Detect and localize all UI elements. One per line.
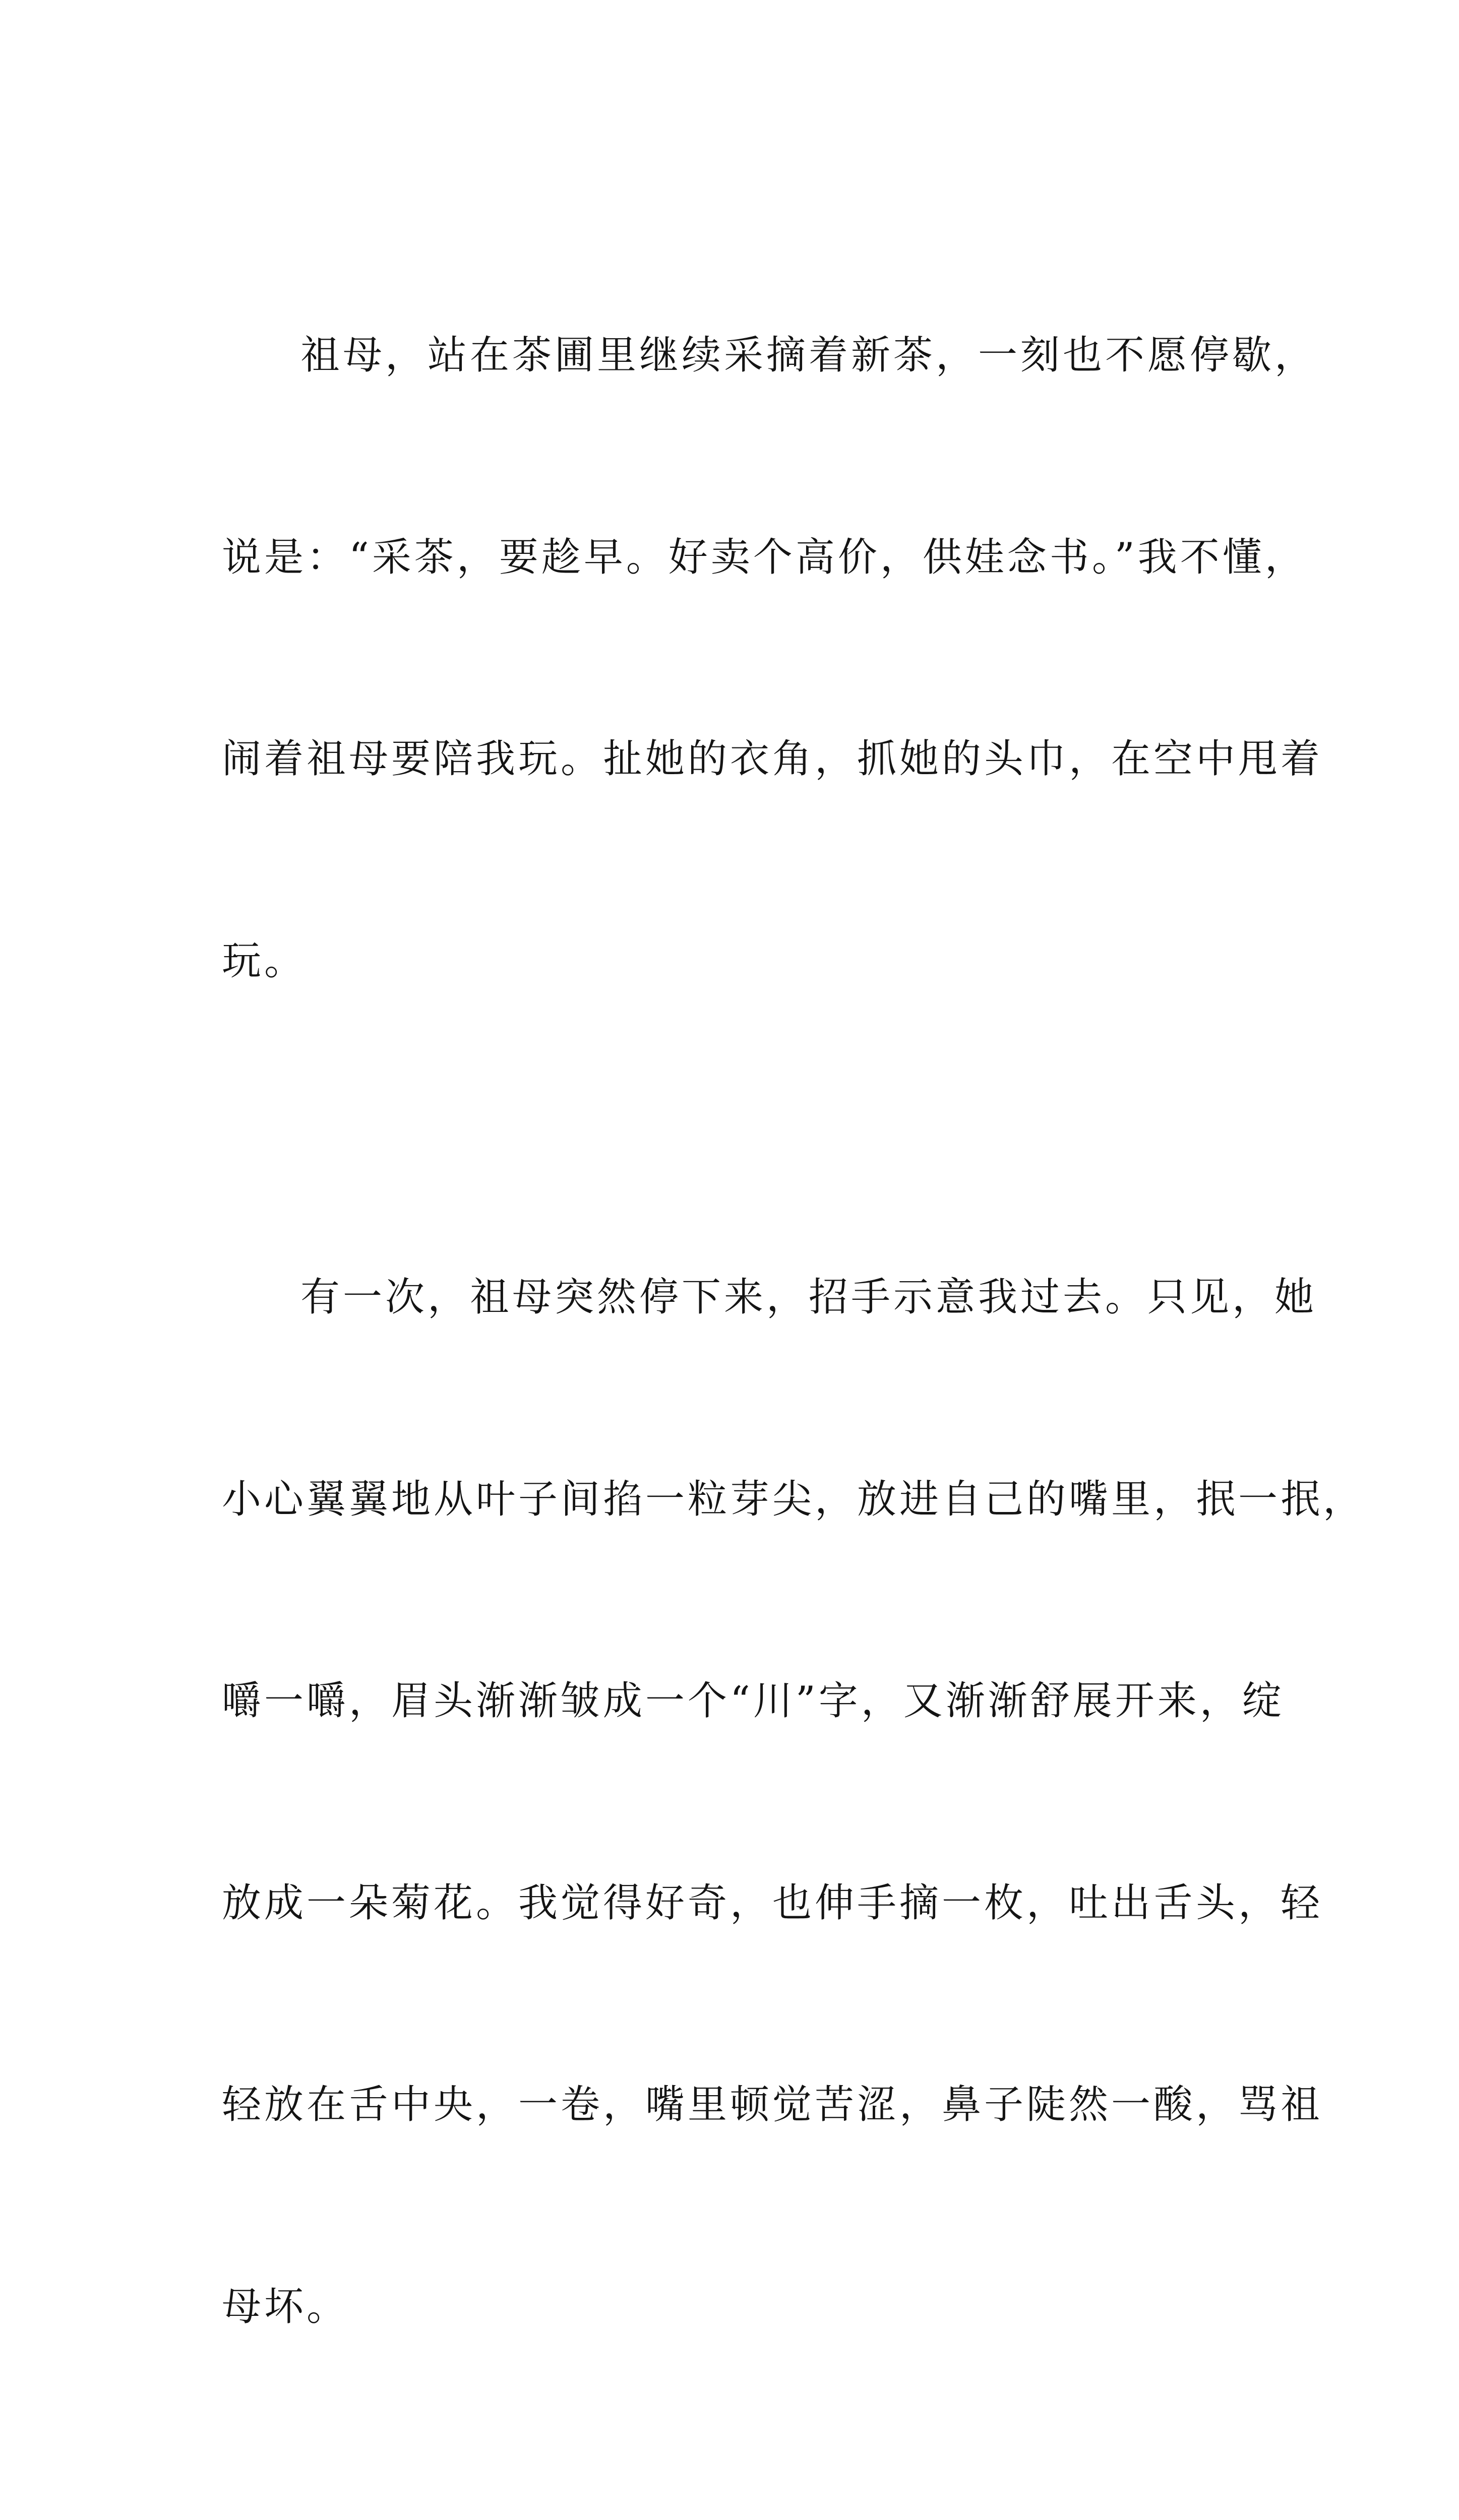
text-line: 祖母，站在茶圃里继续采摘着新茶，一刻也不愿停歇，	[300, 333, 1317, 378]
text-line: 玩。	[222, 938, 307, 984]
document-body	[222, 187, 1366, 2520]
paragraph-2	[222, 1129, 1366, 2475]
text-line: 小心翼翼地从叶子间掐一粒芽尖，放进自己的嘴里，抿一抿，	[222, 1476, 1366, 1522]
text-line: 闹着祖母要陪我玩。扯她的衣角，抓她的头巾，在空中甩着	[222, 736, 1323, 782]
text-line: 放成一朵菊花。我觉得好奇，也伸手摘一枚，吐出舌头，轻	[222, 1880, 1323, 1926]
text-line: 有一次，祖母突然停下来，招手示意我过去。只见，她	[300, 1275, 1317, 1320]
text-line: 说是：“采茶，要趁早。好卖个高价，供娃念书。”我不懂，	[222, 534, 1307, 580]
paragraph-1	[222, 187, 1323, 1129]
text-line: 嚼一嚼，眉头渐渐皱成一个“川”字，又渐渐舒展开来，绽	[222, 1678, 1285, 1724]
paragraph-3	[222, 2475, 1245, 2520]
text-line: 轻放在舌中央，一卷，嘴里顿觉苦涩，鼻子陡然一酸，骂祖	[222, 2082, 1323, 2127]
text-line: 母坏。	[222, 2284, 349, 2329]
